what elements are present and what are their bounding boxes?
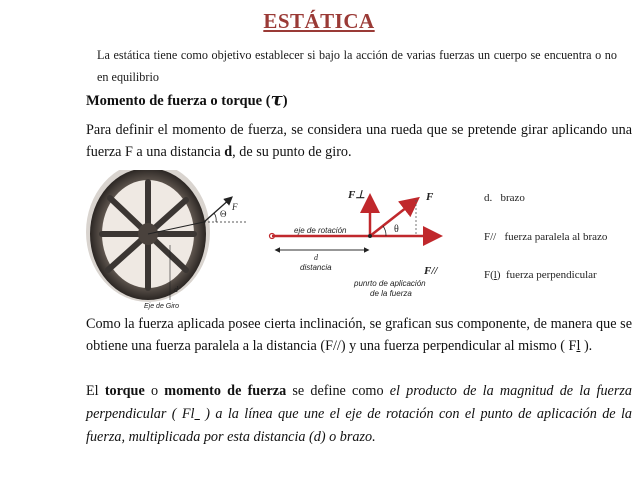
definition-italic-1: el producto de la magnitud de la fuerza perpendicular ( Fl — [86, 383, 632, 422]
wheel-theta-label: Θ — [220, 209, 227, 219]
punto-aplicacion-line2: de la fuerza — [370, 289, 412, 298]
momento-bold: momento de fuerza — [164, 383, 287, 399]
page-title: ESTÁTICA — [263, 9, 375, 33]
f-perp-label: F⊥ — [348, 189, 365, 201]
legend-perpendicular: F(l) fuerza perpendicular — [484, 269, 597, 281]
p1-bold-d: d — [224, 144, 233, 160]
f-main-label: F — [426, 191, 434, 203]
p2-text: Como la fuerza aplicada posee cierta inclinación, se grafican sus componente, de manera que se obtiene una fuerza paralela a la distancia (F//) y una fuerza perpendicular al mismo ( F — [86, 316, 632, 354]
heading-close: ) — [282, 93, 288, 109]
wheel-image — [86, 170, 246, 302]
p2-end: ). — [580, 338, 593, 354]
torque-bold: torque — [104, 383, 145, 399]
wheel-force-label: F — [232, 202, 238, 212]
legend-paralela: F// fuerza paralela al brazo — [484, 231, 608, 243]
wheel-d-label: d — [174, 285, 178, 294]
p1-before: Para definir el momento de fuerza, se considera una rueda que se pretende girar aplicando una fuerza F a una distancia — [86, 122, 632, 160]
p1-after: , de su punto de giro. — [232, 144, 352, 160]
heading-text: Momento de fuerza o torque ( — [86, 93, 271, 109]
force-diagram — [270, 198, 439, 250]
torque-definition-paragraph: El torque o momento de fuerza se define como el producto de la magnitud de la fuerza perpendicular ( Fl ) a la línea que une el eje de rotación con el punto de aplicación de la fuerza, multiplicada por esta distancia (d) o brazo. — [86, 383, 633, 445]
p2-perp-mark: l — [576, 338, 581, 354]
diag-d-label: d — [314, 253, 318, 262]
wheel-axis-label: Eje de Giro — [144, 303, 180, 310]
f-par-label: F// — [424, 265, 438, 277]
diag-distancia-label: distancia — [300, 263, 332, 272]
definition-paragraph — [86, 119, 632, 163]
theta-label: θ — [394, 224, 399, 235]
definition-italic-2: ) a la línea que une el eje de rotación con el punto de aplicación de la fuerza, multiplicada por esta distancia (d) o brazo. — [86, 406, 633, 445]
components-paragraph — [86, 313, 632, 357]
legend-brazo: d. brazo — [484, 192, 525, 204]
intro-paragraph: La estática tiene como objetivo establecer si bajo la acción de varias fuerzas un cuerpo se encuentra o no en equilibrio — [97, 48, 617, 84]
tau-symbol: τ — [270, 89, 283, 110]
section-heading-momento — [86, 89, 288, 110]
eje-rotacion-label: eje de rotación — [294, 226, 347, 235]
torque-figure — [86, 170, 632, 310]
punto-aplicacion-line1: punrto de aplicación — [354, 279, 426, 288]
